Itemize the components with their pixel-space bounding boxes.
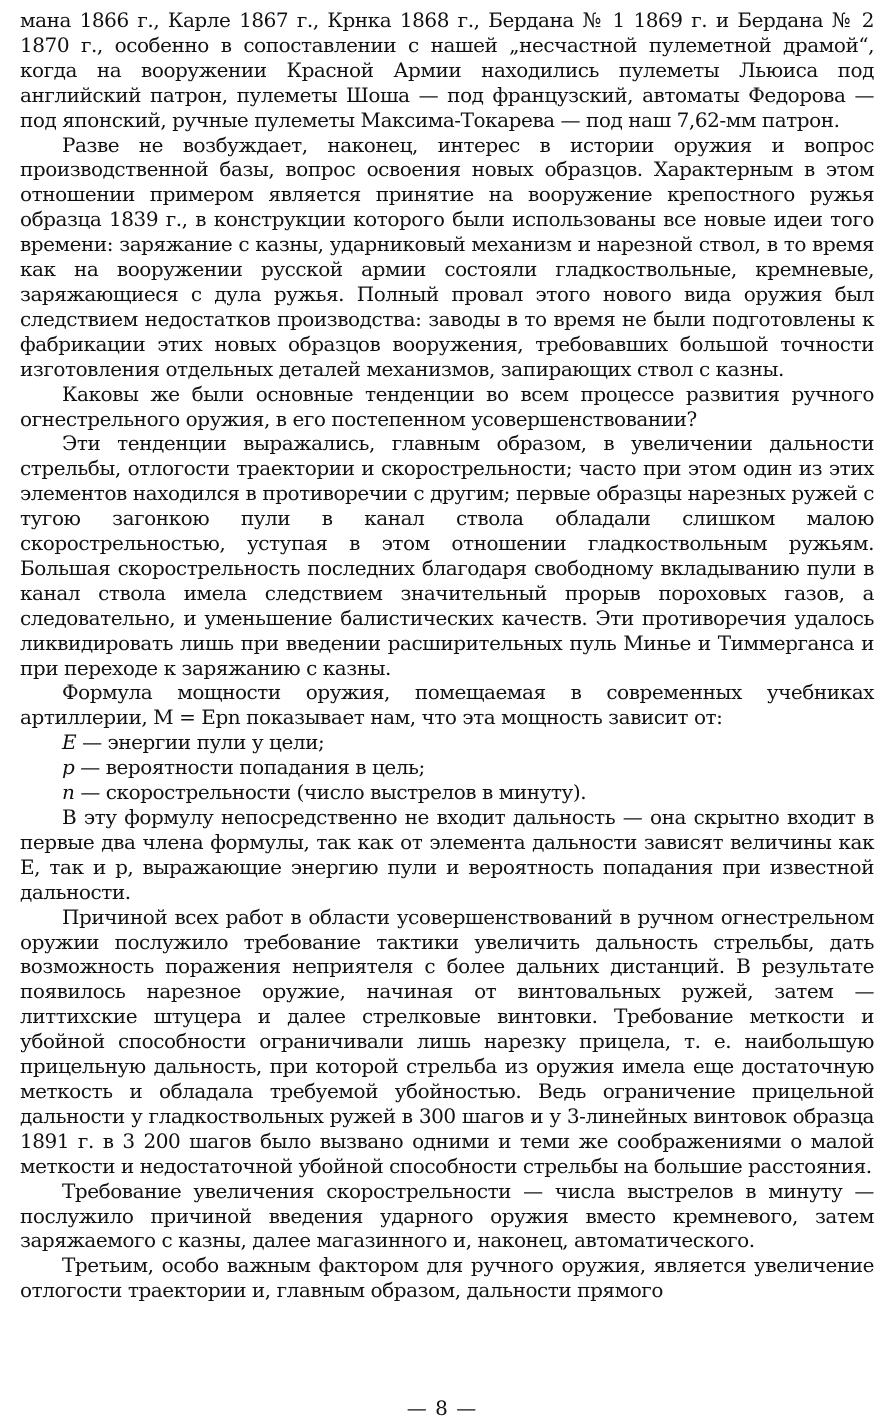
paragraph-production-base: Разве не возбуждает, наконец, интерес в истории оружия и вопрос производственной базы, вопрос освоения новых образцов. Характерным в этом отношении примером является принятие на вооружение крепостного ружья образца 1839 г., в конструкции которого были использованы все новые идеи того времени: заряжание с казны, ударниковый механизм и нарезной ствол, в то время как на вооружении русской армии состояли гладкоствольные, кремневые, заряжающиеся с дула ружья. Полный провал этого нового вида оружия был следствием недостатков производства: заводы в то время не были подготовлены к фабрикации этих новых образцов вооружения, требовавших большой точности изготовления отдельных деталей механизмов, запирающих ствол с казны. bbox=[20, 132, 874, 381]
paragraph-range-requirement: Причиной всех работ в области усовершенствований в ручном огнестрельном оружии послужило требование тактики увеличить дальность стрельбы, дать возможность поражения неприятеля с более дальних дистанций. В результате появилось нарезное оружие, начиная от винтовальных ружей, затем — литтихские штуцера и далее стрелковые винтовки. Требование меткости и убойной способности ограничивали лишь нарезку прицела, т. е. наибольшую прицельную дальность, при которой стрельба из оружия имела еще достаточную меткость и обладала требуемой убойностью. Ведь ограничение прицельной дальности у гладкоствольных ружей в 300 шагов и у 3-линейных винтовок образца 1891 г. в 3 200 шагов было вызвано одними и теми же соображениями о малой меткости и недостаточной убойной способности стрельбы на большие расстояния. bbox=[20, 904, 874, 1178]
paragraph-range: В эту формулу непосредственно не входит дальность — она скрытно входит в первые два члена формулы, так как от элемента дальности зависят величины как E, так и p, выражающие энергию пули и вероятность попадания при известной дальности. bbox=[20, 805, 874, 904]
paragraph-continued: мана 1866 г., Карле 1867 г., Крнка 1868 г., Бердана № 1 1869 г. и Бердана № 2 1870 г., особенно в сопоставлении с нашей „несчастной пулеметной драмой“, когда на вооружении Красной Армии находились пулеметы Льюиса под английский патрон, пулеметы Шоша — под французский, автоматы Федорова — под японский, ручные пулеметы Максима-Токарева — под наш 7,62-мм патрон. bbox=[20, 8, 874, 132]
formula-symbol: p bbox=[62, 755, 75, 780]
paragraph-tendencies-question: Каковы же были основные тенденции во всем процессе развития ручного огнестрельного оружия, в его постепенном усовершенствовании? bbox=[20, 381, 874, 431]
formula-definition: — вероятности попадания в цель; bbox=[74, 755, 425, 780]
formula-symbol: E bbox=[62, 730, 77, 755]
formula-item-energy bbox=[20, 730, 874, 755]
body-text bbox=[20, 8, 874, 1303]
paragraph-rate-of-fire: Требование увеличения скорострельности — числа выстрелов в минуту — послужило причиной введения ударного оружия вместо кремневого, затем заряжаемого с казны, далее магазинного и, наконец, автоматического. bbox=[20, 1178, 874, 1253]
formula-symbol: n bbox=[62, 780, 75, 805]
page-number: — 8 — bbox=[406, 1396, 478, 1420]
formula-definition: — энергии пули у цели; bbox=[76, 730, 325, 755]
formula-definition: — скорострельности (число выстрелов в минуту). bbox=[74, 780, 587, 805]
paragraph-trajectory: Третьим, особо важным фактором для ручного оружия, является увеличение отлогости траектории и, главным образом, дальности прямого bbox=[20, 1253, 874, 1303]
paragraph-power-formula: Формула мощности оружия, помещаемая в современных учебниках артиллерии, M = Epn показывает нам, что эта мощность зависит от: bbox=[20, 680, 874, 730]
paragraph-tendencies: Эти тенденции выражались, главным образом, в увеличении дальности стрельбы, отлогости траектории и скорострельности; часто при этом один из этих элементов находился в противоречии с другим; первые образцы нарезных ружей с тугою загонкою пули в канал ствола обладали слишком малою скорострельностью, уступая в этом отношении гладкоствольным ружьям. Большая скорострельность последних благодаря свободному вкладыванию пули в канал ствола имела следствием значительный прорыв пороховых газов, а следовательно, и уменьшение балистических качеств. Эти противоречия удалось ликвидировать лишь при введении расширительных пуль Минье и Тиммерганса и при переходе к заряжанию с казны. bbox=[20, 431, 874, 680]
formula-item-rate bbox=[20, 780, 874, 805]
formula-item-probability bbox=[20, 755, 874, 780]
